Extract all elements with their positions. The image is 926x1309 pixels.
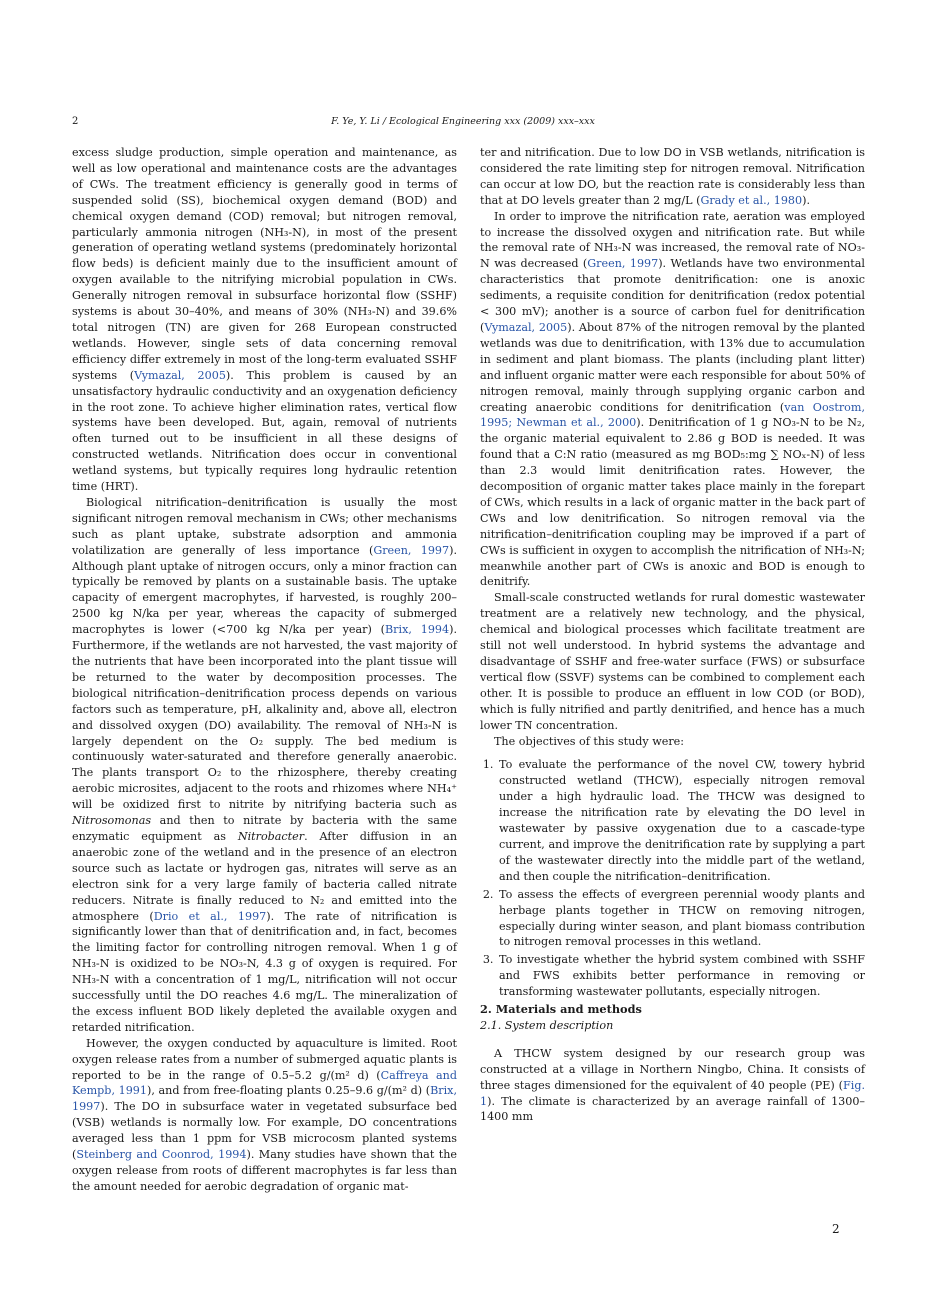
text-run: In order to improve the nitrification rate, aeration was employed to increase the dissolved oxygen and nitrification rate. But while the removal rate of NH₃-N was increased, the removal rate of NO₃-N was decreased ( bbox=[480, 209, 865, 271]
right-paragraph-5 bbox=[480, 1046, 865, 1126]
left-paragraph-2 bbox=[72, 495, 457, 1036]
text-run: ). Denitrification of 1 g NO₃-N to be N₂, the organic material equivalent to 2.86 g BOD is needed. It was found that a C:N ratio (measured as mg BOD₅:mg ∑ NOₓ-N) of less than 2.3 would limit denitrification rates. However, the decomposition of organic matter takes place mainly in the forepart of CWs, which results in a lack of organic matter in the back part of CWs and low denitrification. So nitrogen removal via the nitrification–denitrification coupling may be improved if a part of CWs is sufficient in oxygen to accomplish the nitrification of NH₃-N; meanwhile another part of CWs is anoxic and BOD is enough to denitrify. bbox=[480, 416, 865, 589]
left-paragraph-1 bbox=[72, 145, 457, 495]
citation-link[interactable]: Steinberg and Coonrod, 1994 bbox=[76, 1148, 247, 1162]
text-run: ). This problem is caused by an unsatisfactory hydraulic conductivity and an oxygenation deficiency in the root zone. To achieve higher elimination rates, vertical flow systems have been developed. But, again, removal of nutrients often turned out to be insufficient in all these designs of constructed wetlands. Nitrification does occur in conventional wetland systems, but typically requires long hydraulic retention time (HRT). bbox=[72, 368, 457, 494]
right-paragraph-4: The objectives of this study were: bbox=[494, 734, 685, 748]
objective-item: 3. To investigate whether the hybrid system combined with SSHF and FWS exhibits better performance in removing or transforming wastewater pollutants, especially nitrogen. bbox=[497, 952, 865, 1000]
left-paragraph-3 bbox=[72, 1036, 457, 1195]
citation-link[interactable]: Brix, 1994 bbox=[385, 623, 450, 637]
text-run: ). The climate is characterized by an average rainfall of 1300–1400 mm bbox=[480, 1094, 865, 1124]
text-run: Biological nitrification–denitrification is usually the most significant nitrogen removal mechanism in CWs; other mechanisms such as plant uptake, substrate adsorption and ammonia volatilization are generally of less importance ( bbox=[72, 495, 457, 557]
citation-link[interactable]: Grady et al., 1980 bbox=[700, 193, 803, 207]
citation-link[interactable]: Brix, 1997 bbox=[72, 1084, 457, 1114]
running-head: F. Ye, Y. Li / Ecological Engineering xxx (2009) xxx–xxx bbox=[331, 116, 595, 127]
text-run: ter and nitrification. Due to low DO in VSB wetlands, nitrification is considered the rate limiting step for nitrogen removal. Nitrification can occur at low DO, but the reaction rate is considerably less than that at DO levels greater than 2 mg/L ( bbox=[480, 146, 865, 207]
text-run: A THCW system designed by our research group was constructed at a village in Northern Ningbo, China. It consists of three stages dimensioned for the equivalent of 40 people (PE) ( bbox=[480, 1046, 865, 1092]
text-run: ). Furthermore, if the wetlands are not harvested, the vast majority of the nutrients that have been incorporated into the plant tissue will be returned to the water by decomposition processes. The biological nitrification–denitrification process depends on various factors such as temperature, pH, alkalinity and, above all, electron and dissolved oxygen (DO) availability. The removal of NH₃-N is largely dependent on the O₂ supply. The bed medium is continuously water-saturated and therefore generally anaerobic. The plants transport O₂ to the rhizosphere, thereby creating aerobic microsites, adjacent to the roots and rhizomes where NH₄⁺ will be oxidized first to nitrite by nitrifying bacteria such as bbox=[72, 623, 457, 812]
text-run: However, the oxygen conducted by aquaculture is limited. Root oxygen release rates from a number of submerged aquatic plants is reported to be in the range of 0.5–5.2 g/(m² d) ( bbox=[72, 1036, 457, 1082]
right-paragraph-3: Small-scale constructed wetlands for rural domestic wastewater treatment are a relatively new technology, and the physical, chemical and biological processes which facilitate treatment are still not well understood. In hybrid systems the advantage and disadvantage of SSHF and free-water surface (FWS) or subsurface vertical flow (SSVF) systems can be combined to complement each other. It is possible to produce an effluent in low COD (or BOD), which is fully nitrified and partly denitrified, and hence has a much lower TN concentration. bbox=[480, 591, 865, 732]
text-run: ). Although plant uptake of nitrogen occurs, only a minor fraction can typically be removed by plants on a sustainable basis. The uptake capacity of emergent macrophytes, if harvested, is roughly 200–2500 kg N/ka per year, whereas the capacity of submerged macrophytes is lower (<700 kg N/ka per year) ( bbox=[72, 543, 457, 637]
text-run: and then to nitrate by bacteria with the same enzymatic equipment as bbox=[72, 814, 457, 843]
objective-item: 1. To evaluate the performance of the novel CW, towery hybrid constructed wetland (THCW), especially nitrogen removal under a high hydraulic load. The THCW was designed to increase the nitrification rate by elevating the DO level in wastewater by passive oxygenation due to a cascade-type current, and improve the denitrification rate by supplying a part of the wastewater directly into the middle part of the wetland, and then couple the nitrification–denitrification. bbox=[497, 757, 865, 884]
objective-item: 2. To assess the effects of evergreen perennial woody plants and herbage plants together in THCW on removing nitrogen, especially during winter season, and plant biomass contribution to nitrogen removal processes in this wetland. bbox=[497, 887, 865, 951]
text-run: ). bbox=[802, 193, 810, 207]
right-paragraph-2 bbox=[480, 209, 865, 591]
text-run: ). Many studies have shown that the oxygen release from roots of different macrophytes is far less than the amount needed for aerobic degradation of organic mat- bbox=[72, 1148, 457, 1193]
header-page-number: 2 bbox=[72, 116, 79, 127]
citation-link[interactable]: Green, 1997 bbox=[587, 257, 659, 271]
citation-link[interactable]: Vymazal, 2005 bbox=[134, 368, 226, 382]
citation-link[interactable]: Caffreya and Kempb, 1991 bbox=[72, 1068, 457, 1098]
figure-reference-link[interactable]: Fig. 1 bbox=[480, 1078, 865, 1108]
citation-link[interactable]: van Oostrom, 1995; Newman et al., 2000 bbox=[480, 400, 865, 430]
text-run: ). Wetlands have two environmental characteristics that promote denitrification: one is anoxic sediments, a requisite condition for denitrification (redox potential < 300 mV); another is a source of carbon fuel for denitrification ( bbox=[480, 257, 865, 334]
right-paragraph-1 bbox=[480, 145, 865, 209]
text-run: ). The rate of nitrification is significantly lower than that of denitrification and, in fact, becomes the limiting factor for controlling nitrogen removal. When 1 g of NH₃-N is oxidized to be NO₃-N, 4.3 g of oxygen is required. For NH₃-N with a concentration of 1 mg/L, nitrification will not occur successfully until the DO reaches 4.6 mg/L. The mineralization of the excess influent BOD likely depleted the available oxygen and retarded nitrification. bbox=[72, 909, 457, 1034]
text-run: ), and from free-floating plants 0.25–9.6 g/(m² d) ( bbox=[146, 1084, 431, 1098]
citation-link[interactable]: Vymazal, 2005 bbox=[484, 320, 568, 334]
citation-link[interactable]: Green, 1997 bbox=[373, 543, 450, 557]
text-run: ). The DO in subsurface water in vegetated subsurface bed (VSB) wetlands is normally low. For example, DO concentrations averaged less than 1 ppm for VSB microcosm planted systems ( bbox=[72, 1100, 457, 1162]
text-run: excess sludge production, simple operation and maintenance, as well as low operational and maintenance costs are the advantages of CWs. The treatment efficiency is generally good in terms of suspended solid (SS), biochemical oxygen demand (BOD) and chemical oxygen demand (COD) removal; but nitrogen removal, particularly ammonia nitrogen (NH₃-N), in most of the present generation of operating wetland systems (predominately horizontal flow beds) is deficient mainly due to the insufficient amount of oxygen available to the nitrifying microbial population in CWs. Generally nitrogen removal in subsurface horizontal flow (SSHF) systems is about 30–40%, and means of 30% (NH₃-N) and 39.6% total nitrogen (TN) are given for 268 European constructed wetlands. However, single sets of data concerning removal efficiency differ extremely in most of the long-term evaluated SSHF systems ( bbox=[72, 146, 457, 382]
species-name: Nitrosomonas bbox=[72, 814, 152, 828]
right-column bbox=[480, 145, 865, 1125]
objectives-list bbox=[480, 757, 865, 1000]
text-run: . After diffusion in an anaerobic zone of the wetland and in the presence of an electron source such as lactate or hydrogen gas, nitrates will serve as an electron sink for a very large family of bacteria called nitrate reducers. Nitrate is finally reduced to N₂ and emitted into the atmosphere ( bbox=[72, 829, 457, 923]
section-heading: 2. Materials and methods bbox=[480, 1002, 642, 1017]
left-column bbox=[72, 145, 457, 1195]
species-name: Nitrobacter bbox=[237, 829, 305, 843]
citation-link[interactable]: Drio et al., 1997 bbox=[153, 909, 267, 923]
footer-page-number: 2 bbox=[832, 1222, 840, 1236]
text-run: ). About 87% of the nitrogen removal by the planted wetlands was due to denitrification, with 13% due to accumulation in sediment and plant biomass. The plants (including plant litter) and influent organic matter were each responsible for about 50% of nitrogen removal, mainly through supplying organic carbon and creating anaerobic conditions for denitrification ( bbox=[480, 320, 865, 414]
subsection-heading: 2.1. System description bbox=[480, 1018, 614, 1032]
